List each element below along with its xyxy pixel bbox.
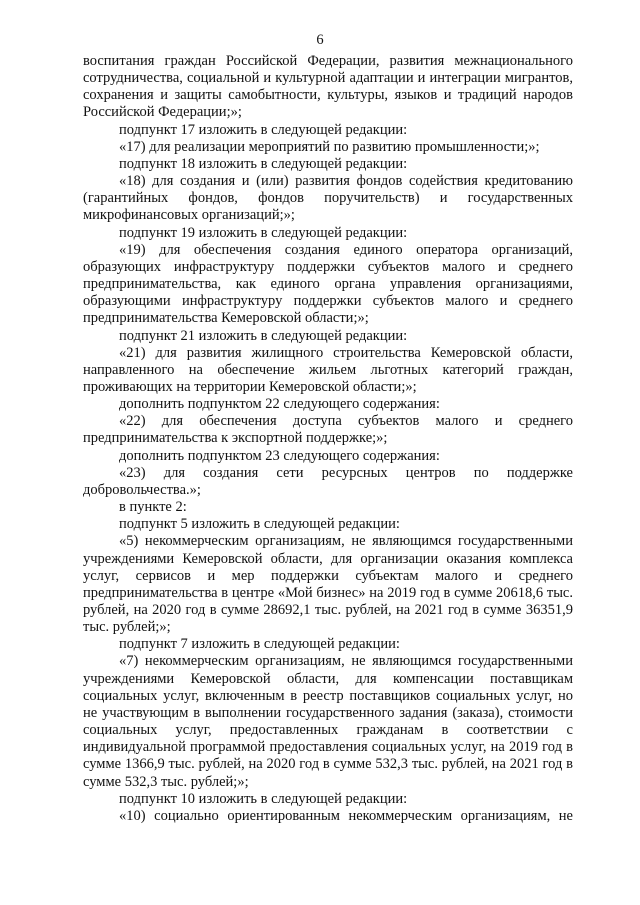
paragraph-18: «7) некоммерческим организациям, не являющимся государственными учреждениями Кемеровской области, для компенсации поставщикам социальных услуг, включенным в реестр поставщиков социальных услуг, но не участвующим в выполнении государственного задания (заказа), стоимости социальных услуг, предоставленных гражданам в соответствии с индивидуальной программой предоставления социальных услуг, на 2019 год в сумме 1366,9 тыс. рублей, на 2020 год в сумме 532,3 тыс. рублей, на 2021 год в сумме 532,3 тыс. рублей;»; — [83, 653, 573, 790]
paragraph-13: «23) для создания сети ресурсных центров по поддержке добровольчества.»; — [83, 464, 573, 498]
paragraph-16: «5) некоммерческим организациям, не являющимся государственными учреждениями Кемеровской области, для организации оказания комплекса услуг, сервисов и мер поддержки субъектам малого и среднего предпринимательства в центре «Мой бизнес» на 2019 год в сумме 20618,6 тыс. рублей, на 2020 год в сумме 28692,1 тыс. рублей, на 2021 год в сумме 36351,9 тыс. рублей;»; — [83, 533, 573, 636]
paragraph-11: «22) для обеспечения доступа субъектов малого и среднего предпринимательства к экспортной поддержке;»; — [83, 413, 573, 447]
paragraph-14: в пункте 2: — [119, 499, 187, 516]
paragraph-19: подпункт 10 изложить в следующей редакции: — [119, 790, 408, 807]
paragraph-12: дополнить подпунктом 23 следующего содержания: — [119, 447, 440, 464]
paragraph-17: подпункт 7 изложить в следующей редакции: — [119, 636, 400, 653]
paragraph-15: подпункт 5 изложить в следующей редакции: — [119, 516, 400, 533]
paragraph-2: подпункт 17 изложить в следующей редакции: — [119, 121, 408, 138]
document-body — [83, 53, 573, 825]
paragraph-20: «10) социально ориентированным некоммерческим организациям, не — [119, 807, 573, 824]
paragraph-8: подпункт 21 изложить в следующей редакции: — [119, 327, 408, 344]
paragraph-10: дополнить подпунктом 22 следующего содержания: — [119, 396, 440, 413]
paragraph-6: подпункт 19 изложить в следующей редакции: — [119, 224, 408, 241]
paragraph-5: «18) для создания и (или) развития фондов содействия кредитованию (гарантийных фондов, фондов поручительств) и государственных микрофинансовых организаций;»; — [83, 173, 573, 224]
page-number: 6 — [316, 32, 324, 48]
paragraph-3: «17) для реализации мероприятий по развитию промышленности;»; — [119, 138, 540, 155]
paragraph-4: подпункт 18 изложить в следующей редакции: — [119, 155, 408, 172]
paragraph-1: воспитания граждан Российской Федерации, развития межнационального сотрудничества, социальной и культурной адаптации и интеграции мигрантов, сохранения и защиты самобытности, культуры, языков и традиций народов Российской Федерации;»; — [83, 53, 573, 121]
paragraph-7: «19) для обеспечения создания единого оператора организаций, образующих инфраструктуру поддержки субъектов малого и среднего предпринимательства, как единого органа управления организациями, образующими инфраструктуру поддержки субъектов малого и среднего предпринимательства Кемеровской области;»; — [83, 241, 573, 327]
paragraph-9: «21) для развития жилищного строительства Кемеровской области, направленного на обеспечение жильем льготных категорий граждан, проживающих на территории Кемеровской области;»; — [83, 344, 573, 395]
